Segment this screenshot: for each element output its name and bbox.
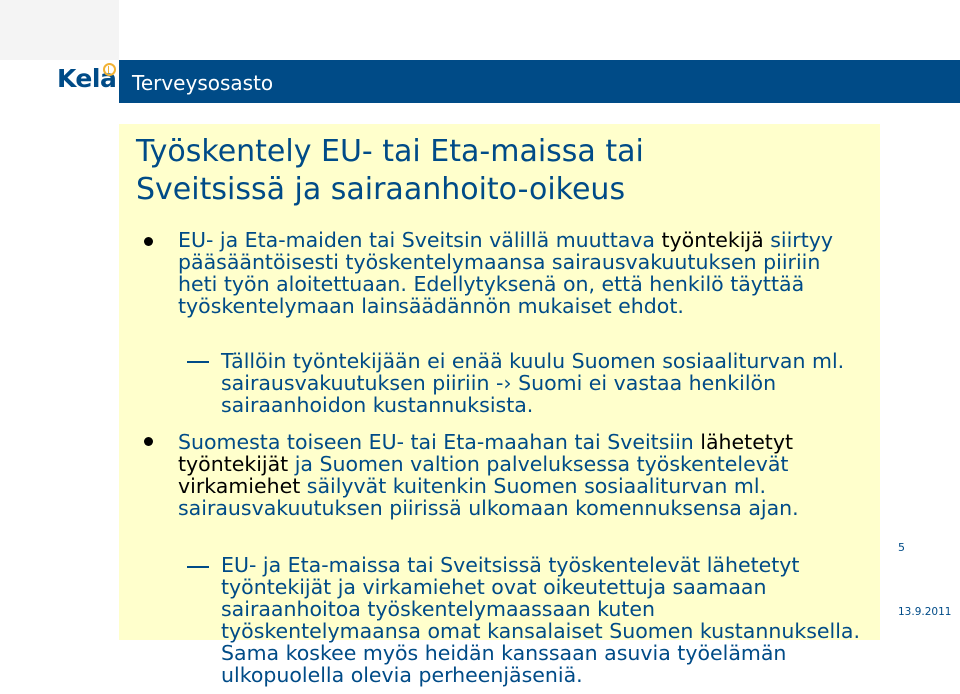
sub-item-1: Tällöin työntekijään ei enää kuulu Suomen sosiaaliturvan ml. sairausvakuutuksen piiriin -› Suomi ei vastaa henkilön sairaanhoidon kustannuksista. bbox=[221, 349, 845, 417]
kela-logo: Kela bbox=[57, 64, 117, 93]
sub-item-2: EU- ja Eta-maissa tai Sveitsissä työskentelevät lähetetyt työntekijät ja virkamiehet ovat oikeutettuja saamaan sairaanhoitoa työskentelymaassaan kuten työskentelymaansa omat kansalaiset Suomen kustannuksella. Sama koskee myös heidän kanssaan asuvia työelämän ulkopuolella olevia perheenjäseniä. bbox=[221, 553, 860, 687]
bullet1-emphasis: työntekijä bbox=[661, 228, 764, 252]
page-number: 5 bbox=[898, 541, 905, 554]
slide-date: 13.9.2011 bbox=[898, 606, 952, 618]
bullet2-emphasis-1: lähetetyt työntekijät bbox=[178, 430, 794, 476]
bullet2-text-end: säilyvät kuitenkin Suomen sosiaaliturvan ml. sairausvakuutuksen piirissä ulkomaan komennuksensa ajan. bbox=[178, 474, 799, 520]
dash-icon bbox=[187, 361, 209, 363]
bullet2-text-start: Suomesta toiseen EU- tai Eta-maahan tai Sveitsiin bbox=[178, 430, 701, 454]
title-line-1: Työskentely EU- tai Eta-maissa tai bbox=[136, 134, 644, 169]
title-line-2: Sveitsissä ja sairaanhoito-oikeus bbox=[136, 172, 626, 207]
bullet2-emphasis-2: virkamiehet bbox=[178, 474, 301, 498]
department-name: Terveysosasto bbox=[132, 71, 274, 95]
dash-icon bbox=[187, 566, 209, 568]
bullet1-text-start: EU- ja Eta-maiden tai Sveitsin välillä muuttava bbox=[178, 228, 662, 252]
bullet-item-1 bbox=[178, 229, 858, 317]
bullet2-text-middle: ja Suomen valtion palveluksessa työskentelevät bbox=[288, 452, 789, 476]
bullet1-text-end: siirtyy pääsääntöisesti työskentelymaansa sairausvakuutuksen piiriin heti työn aloitettuaan. Edellytyksenä on, että henkilö täyttää työskentelymaan lainsäädännön mukaiset ehdot. bbox=[178, 228, 834, 318]
bullet-item-2 bbox=[178, 431, 858, 519]
bullet-dot-icon bbox=[144, 437, 153, 446]
bullet-dot-icon bbox=[144, 237, 153, 246]
